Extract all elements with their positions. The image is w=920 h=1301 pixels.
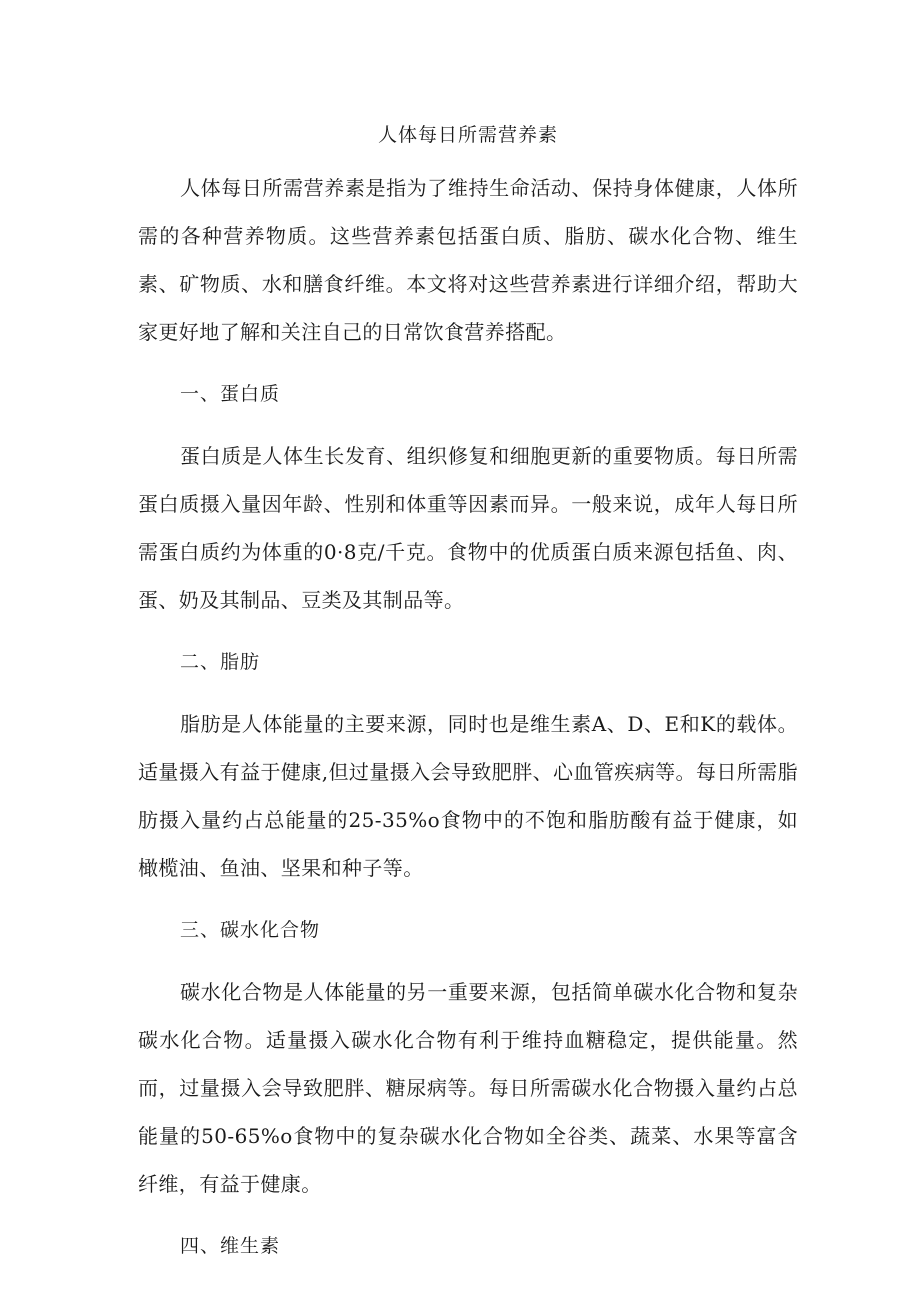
spacer <box>138 892 798 906</box>
spacer <box>138 418 798 432</box>
section-body-carbohydrate: 碳水化合物是人体能量的另一重要来源，包括简单碳水化合物和复杂碳水化合物。适量摄入碳水化合物有利于维持血糖稳定，提供能量。然而，过量摄入会导致肥胖、糖尿病等。每日所需碳水化合物摄入量约占总能量的50-65%o食物中的复杂碳水化合物如全谷类、蔬菜、水果等富含纤维，有益于健康。 <box>138 980 798 1196</box>
section-heading-fat: 二、脂肪 <box>180 651 261 673</box>
section-heading-carbohydrate: 三、碳水化合物 <box>180 919 321 941</box>
section-body-fat: 脂肪是人体能量的主要来源，同时也是维生素A、D、E和K的载体。适量摄入有益于健康,但过量摄入会导致肥胖、心血管疾病等。每日所需脂肪摄入量约占总能量的25-35%o食物中的不饱和脂肪酸有益于健康，如橄榄油、鱼油、坚果和种子等。 <box>138 712 798 880</box>
section-heading-protein: 一、蛋白质 <box>180 383 281 405</box>
spacer <box>138 686 798 700</box>
spacer <box>138 954 798 968</box>
intro-paragraph: 人体每日所需营养素是指为了维持生命活动、保持身体健康，人体所需的各种营养物质。这些营养素包括蛋白质、脂肪、碳水化合物、维生素、矿物质、水和膳食纤维。本文将对这些营养素进行详细介绍，帮助大家更好地了解和关注自己的日常饮食营养搭配。 <box>138 176 798 344</box>
spacer <box>138 356 798 370</box>
document-title: 人体每日所需营养素 <box>377 124 558 146</box>
spacer <box>138 624 798 638</box>
section-body-protein: 蛋白质是人体生长发育、组织修复和细胞更新的重要物质。每日所需蛋白质摄入量因年龄、性别和体重等因素而异。一般来说，成年人每日所需蛋白质约为体重的0·8克/千克。食物中的优质蛋白质来源包括鱼、肉、蛋、奶及其制品、豆类及其制品等。 <box>138 444 798 612</box>
section-heading-vitamin: 四、维生素 <box>180 1235 281 1257</box>
spacer <box>138 1208 798 1222</box>
document-content <box>138 118 798 1270</box>
